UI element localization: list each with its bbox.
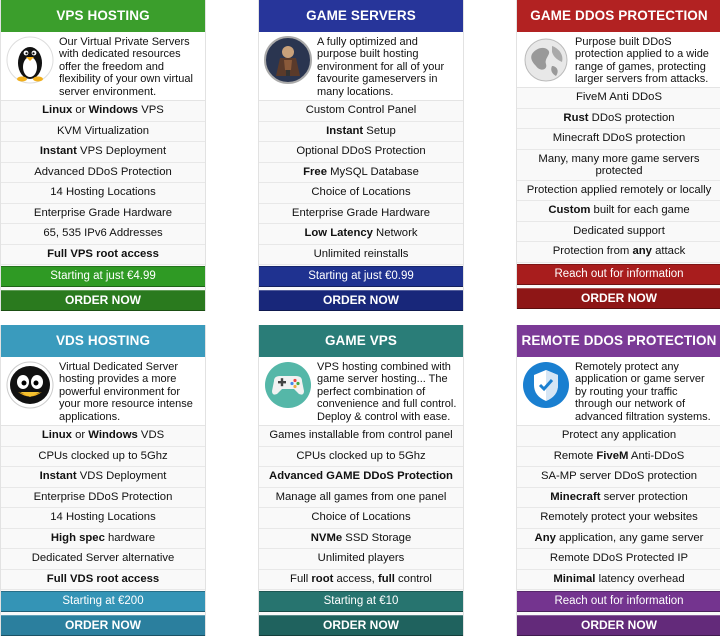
feature-row: Advanced DDoS Protection	[1, 163, 205, 184]
feature-row: 14 Hosting Locations	[1, 183, 205, 204]
order-now-button[interactable]: ORDER NOW	[259, 615, 463, 636]
feature-row: Free MySQL Database	[259, 163, 463, 184]
feature-row: Dedicated support	[517, 222, 720, 243]
feature-row: Instant VPS Deployment	[1, 142, 205, 163]
feature-row: Advanced GAME DDoS Protection	[259, 467, 463, 488]
feature-row: Custom Control Panel	[259, 101, 463, 122]
feature-row: Full VPS root access	[1, 245, 205, 266]
card-title: REMOTE DDOS PROTECTION	[517, 325, 720, 357]
feature-row: Rust DDoS protection	[517, 109, 720, 130]
feature-row: Manage all games from one panel	[259, 488, 463, 509]
feature-row: Remote DDoS Protected IP	[517, 549, 720, 570]
feature-row: Enterprise Grade Hardware	[1, 204, 205, 225]
game-servers-card	[258, 0, 464, 311]
feature-row: Protection applied remotely or locally	[517, 181, 720, 202]
card-title: VPS HOSTING	[1, 0, 205, 32]
intro-text: Remotely protect any application or game server by routing your traffic through our network of advanced filtration systems.	[575, 361, 711, 423]
feature-row: High spec hardware	[1, 529, 205, 550]
remote-ddos-protection-card	[516, 325, 720, 636]
feature-row: Many, many more game servers protected	[517, 150, 720, 181]
feature-row: Full VDS root access	[1, 570, 205, 591]
price-bar: Reach out for information	[517, 591, 720, 612]
intro-text: A fully optimized and purpose built hosting environment for all of your favourite gameservers in many locations.	[317, 36, 445, 98]
feature-row: Remotely protect your websites	[517, 508, 720, 529]
feature-row: Instant Setup	[259, 122, 463, 143]
order-now-button[interactable]: ORDER NOW	[517, 615, 720, 636]
intro-text: VPS hosting combined with game server hosting... The perfect combination of convenience and full control. Deploy & control with ease.	[317, 361, 457, 423]
card-title: VDS HOSTING	[1, 325, 205, 357]
game-ddos-protection-card	[516, 0, 720, 309]
price-bar: Starting at €10	[259, 591, 463, 612]
intro-text: Our Virtual Private Servers with dedicated resources offer the freedom and flexibility of your own virtual server environment.	[59, 36, 193, 98]
card-intro	[1, 357, 205, 426]
feature-row: Linux or Windows VDS	[1, 426, 205, 447]
card-title: GAME SERVERS	[259, 0, 463, 32]
feature-row: Instant VDS Deployment	[1, 467, 205, 488]
feature-row: SA-MP server DDoS protection	[517, 467, 720, 488]
feature-row: Low Latency Network	[259, 224, 463, 245]
card-title: GAME VPS	[259, 325, 463, 357]
feature-row: Dedicated Server alternative	[1, 549, 205, 570]
feature-row: Remote FiveM Anti-DDoS	[517, 447, 720, 468]
feature-row: Linux or Windows VPS	[1, 101, 205, 122]
price-bar: Reach out for information	[517, 264, 720, 285]
shield-icon	[522, 361, 570, 409]
feature-row: Custom built for each game	[517, 201, 720, 222]
game-vps-card	[258, 325, 464, 636]
vds-hosting-card	[0, 325, 206, 636]
card-intro	[517, 357, 720, 426]
feature-row: Optional DDoS Protection	[259, 142, 463, 163]
order-now-button[interactable]: ORDER NOW	[259, 290, 463, 311]
order-now-button[interactable]: ORDER NOW	[1, 615, 205, 636]
tux-face-icon	[6, 361, 54, 409]
feature-row: Minecraft server protection	[517, 488, 720, 509]
vps-hosting-card	[0, 0, 206, 311]
feature-row: Minecraft DDoS protection	[517, 129, 720, 150]
order-now-button[interactable]: ORDER NOW	[517, 288, 720, 309]
order-now-button[interactable]: ORDER NOW	[1, 290, 205, 311]
card-title: GAME DDOS PROTECTION	[517, 0, 720, 32]
feature-row: Any application, any game server	[517, 529, 720, 550]
feature-row: 14 Hosting Locations	[1, 508, 205, 529]
price-bar: Starting at €200	[1, 591, 205, 612]
feature-row: NVMe SSD Storage	[259, 529, 463, 550]
feature-row: Unlimited players	[259, 549, 463, 570]
feature-row: KVM Virtualization	[1, 122, 205, 143]
feature-row: Protect any application	[517, 426, 720, 447]
feature-row: 65, 535 IPv6 Addresses	[1, 224, 205, 245]
feature-row: FiveM Anti DDoS	[517, 88, 720, 109]
feature-row: Minimal latency overhead	[517, 570, 720, 591]
feature-row: Games installable from control panel	[259, 426, 463, 447]
gamer-avatar-icon	[264, 36, 312, 84]
intro-text: Purpose built DDoS protection applied to a wide range of games, protecting larger servers from attacks.	[575, 36, 709, 86]
card-intro	[517, 32, 720, 88]
price-bar: Starting at just €4.99	[1, 266, 205, 287]
feature-row: CPUs clocked up to 5Ghz	[1, 447, 205, 468]
feature-row: Choice of Locations	[259, 508, 463, 529]
globe-icon	[522, 36, 570, 84]
feature-row: Protection from any attack	[517, 242, 720, 263]
price-bar: Starting at just €0.99	[259, 266, 463, 287]
card-intro	[259, 32, 463, 101]
card-intro	[1, 32, 205, 101]
gamepad-icon	[264, 361, 312, 409]
feature-row: Enterprise Grade Hardware	[259, 204, 463, 225]
feature-row: Unlimited reinstalls	[259, 245, 463, 266]
intro-text: Virtual Dedicated Server hosting provides a more powerful environment for your more resource intense applications.	[59, 361, 193, 423]
feature-row: Enterprise DDoS Protection	[1, 488, 205, 509]
feature-row: Choice of Locations	[259, 183, 463, 204]
feature-row: Full root access, full control	[259, 570, 463, 591]
card-intro	[259, 357, 463, 426]
feature-row: CPUs clocked up to 5Ghz	[259, 447, 463, 468]
linux-penguin-icon	[6, 36, 54, 84]
